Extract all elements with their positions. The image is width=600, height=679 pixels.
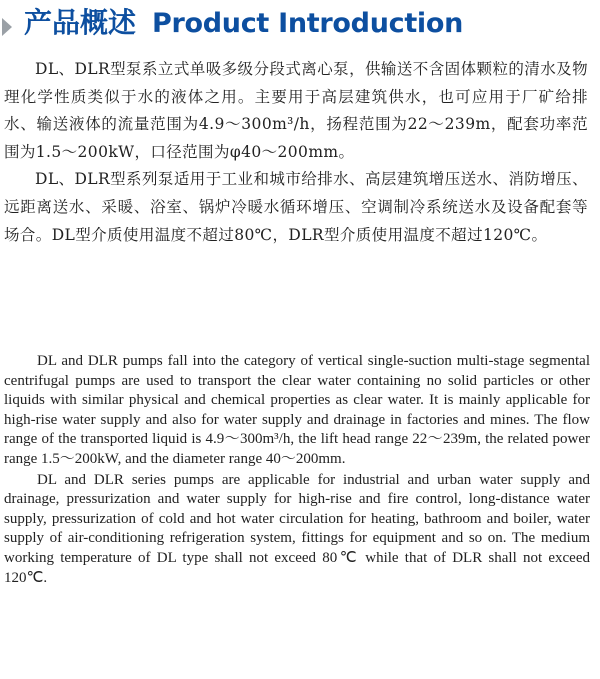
english-paragraph: DL and DLR pumps fall into the category of vertical single-suction multi-stage segmental centrifugal pumps are used to transport the clear water containing no solid particles or other liquids with similar physical and chemical properties as clear water. It is mainly applicable for high-rise water supply and also for water supply and drainage in factories and mines. The flow range of the transported liquid is 4.9～300m³/h, the lift head range 22～239m, the related power range 1.5～200kW, and the diameter range 40～200mm. — [4, 353, 590, 467]
english-description — [4, 352, 590, 588]
english-paragraph: DL and DLR series pumps are applicable for industrial and urban water supply and drainage, pressurization and water supply for high-rise and fire control, long-distance water supply, pressurization of cold and hot water circulation for heating, bathroom and boiler, water supply of air-conditioning refrigeration system, fittings for equipment and so on. The medium working temperature of DL type shall not exceed 80℃ while that of DLR shall not exceed 120℃. — [4, 471, 590, 586]
triangle-marker-icon — [2, 18, 12, 36]
section-title — [24, 4, 463, 43]
title-chinese: 产品概述 — [24, 6, 137, 39]
title-english: Product Introduction — [152, 8, 464, 39]
section-header — [0, 0, 600, 44]
chinese-paragraph: DL、DLR型泵系立式单吸多级分段式离心泵，供输送不含固体颗粒的清水及物理化学性质类似于水的液体之用。主要用于高层建筑供水，也可应用于厂矿给排水、输送液体的流量范围为4.9～300m³/h，扬程范围为22～239m，配套功率范围为1.5～200kW，口径范围为φ40～200mm。 — [4, 60, 588, 161]
chinese-paragraph: DL、DLR型系列泵适用于工业和城市给排水、高层建筑增压送水、消防增压、远距离送水、采暖、浴室、锅炉冷暖水循环增压、空调制冷系统送水及设备配套等场合。DL型介质使用温度不超过80℃，DLR型介质使用温度不超过120℃。 — [4, 170, 588, 244]
chinese-description — [4, 56, 588, 249]
